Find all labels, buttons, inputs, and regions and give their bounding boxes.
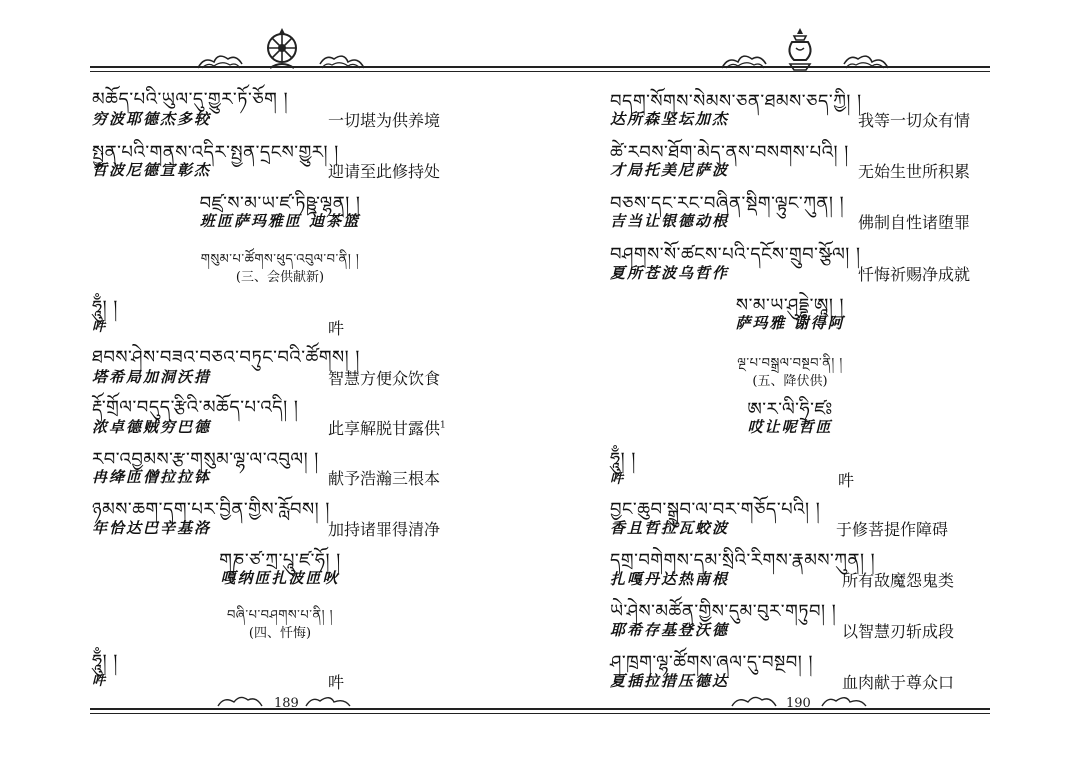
header-rule-thin — [90, 71, 540, 72]
tibetan-line: ཚེ་རབས་ཐོག་མེད་ནས་བསགས་པའི། ། — [610, 142, 849, 163]
chinese-line: 吽 — [328, 673, 345, 692]
section-heading: (五、降伏供) — [752, 374, 828, 389]
transliteration-line: 吽 — [92, 320, 108, 335]
tibetan-line: བཤགས་སོ་ཚངས་པའི་དངོས་གྲུབ་སྩོལ། ། — [610, 244, 861, 265]
section-heading-tibetan: བཞི་པ་བཤགས་པ་ནི། ། — [226, 608, 334, 623]
mantra-transliteration: 班匝萨玛雅匝 迪茶篮 — [199, 212, 361, 230]
tibetan-seed-syllable: ཧཱུྃ། ། — [92, 297, 118, 318]
chinese-line-text: 此享解脱甘露供 — [328, 419, 441, 438]
cloud-scroll-icon — [820, 692, 868, 710]
mantra-transliteration: 萨玛雅 谢得阿 — [735, 314, 845, 332]
tibetan-line: བཅས་དང་རང་བཞིན་སྡིག་ལྟུང་ཀུན། ། — [610, 193, 845, 214]
right-page — [540, 0, 1080, 764]
section-heading: (三、会供献新) — [235, 270, 325, 285]
tibetan-line: རྡོ་གྲོལ་བདུད་རྩིའི་མཆོད་པ་འདི། ། — [92, 397, 299, 418]
chinese-line: 迎请至此修持处 — [328, 162, 441, 181]
tibetan-line: དགྲ་བགེགས་དམ་སྲིའི་རིགས་རྣམས་ཀུན། ། — [610, 550, 876, 571]
chinese-line: 加持诸罪得清净 — [328, 520, 441, 539]
tibetan-line: ཡེ་ཤེས་མཚོན་གྱིས་དུམ་བུར་གཏུབ། ། — [610, 601, 837, 622]
mantra-transliteration: 哎让呢哲匝 — [747, 418, 833, 436]
tibetan-line: ཐབས་ཤེས་བཟའ་བཅའ་བཏུང་བའི་ཚོགས། ། — [92, 347, 360, 368]
chinese-line: 于修菩提作障碍 — [836, 520, 949, 539]
transliteration-line: 冉绛匝僧拉拉钵 — [92, 468, 212, 486]
chinese-line: 佛制自性诸堕罪 — [858, 213, 971, 232]
transliteration-line: 扎嘎丹达热南根 — [610, 570, 730, 588]
transliteration-line: 耶希存基登沃德 — [610, 621, 730, 639]
tibetan-mantra: ས་མ་ཡ་ཤུདྡྷེ་ཨཱ། ། — [735, 295, 845, 316]
tibetan-mantra: བཛྲ་ས་མ་ཡ་ཛ་ཏིཥྛ་ལྷན། ། — [199, 193, 361, 214]
cloud-scroll-icon — [318, 50, 366, 72]
transliteration-line: 夏插拉措压德达 — [610, 672, 730, 690]
dharma-wheel-icon — [262, 28, 302, 72]
cloud-scroll-icon — [842, 50, 890, 72]
chinese-line: 一切堪为供养境 — [328, 111, 441, 130]
footer-rule-thin — [90, 713, 540, 714]
section-heading: (四、忏悔) — [248, 626, 312, 641]
chinese-line: 吽 — [328, 319, 345, 338]
transliteration-line: 才局托美尼萨波 — [610, 161, 730, 179]
tibetan-line: མཆོད་པའི་ཡུལ་དུ་གྱུར་ཏོ་ཅོག ། — [92, 89, 289, 110]
chinese-line: 忏悔祈赐净成就 — [858, 265, 971, 284]
cloud-scroll-icon — [720, 50, 768, 72]
section-heading-tibetan: ལྔ་པ་བསྒྲལ་བསྔབ་ནི། ། — [737, 356, 843, 371]
cloud-scroll-icon — [196, 50, 244, 72]
tibetan-line: བདག་སོགས་སེམས་ཅན་ཐམས་ཅད་ཀྱི། ། — [610, 91, 862, 112]
transliteration-line: 达所森坚坛加杰 — [610, 110, 730, 128]
tibetan-mantra: ཨ་ར་ལི་ཧྲི་ཛཿ — [747, 399, 833, 420]
chinese-line: 以智慧刃斩成段 — [842, 622, 955, 641]
page-number: 189 — [274, 696, 299, 711]
tibetan-mantra: གཎ་ཙ་ཀྲ་པཱུ་ཛ་ཧོ། ། — [219, 550, 341, 571]
transliteration-line: 塔希局加洞沃措 — [92, 368, 212, 386]
tibetan-line: ཤ་ཁྲག་ལྷ་ཚོགས་ཞལ་དུ་བསྔབ། ། — [610, 652, 814, 673]
chinese-line — [328, 416, 446, 439]
tibetan-line: ཉམས་ཆག་དག་པར་བྱིན་གྱིས་རློབས། ། — [92, 499, 330, 520]
cloud-scroll-icon — [304, 692, 352, 710]
transliteration-line: 吽 — [610, 472, 626, 487]
chinese-line: 我等一切众有情 — [858, 111, 971, 130]
vase-icon — [780, 26, 820, 72]
tibetan-line: རབ་འབྱམས་རྩ་གསུམ་ལྷ་ལ་འབུལ། ། — [92, 449, 319, 470]
footer-rule-thin — [540, 713, 990, 714]
chinese-line: 无始生世所积累 — [858, 162, 971, 181]
tibetan-line: བྱང་ཆུབ་སྒྲུབ་ལ་བར་གཅོད་པའི། ། — [610, 499, 821, 520]
transliteration-line: 年恰达巴辛基洛 — [92, 519, 212, 537]
tibetan-seed-syllable: ཧཱུྃ། ། — [92, 651, 118, 672]
transliteration-line: 穷波耶德杰多较 — [92, 110, 212, 128]
chinese-line: 智慧方便众饮食 — [328, 369, 441, 388]
cloud-scroll-icon — [216, 692, 264, 710]
transliteration-line: 浓卓德贼穷巴德 — [92, 418, 212, 436]
transliteration-line: 吉当让银德动根 — [610, 212, 730, 230]
chinese-line: 献予浩瀚三根本 — [328, 469, 441, 488]
transliteration-line: 吽 — [92, 674, 108, 689]
tibetan-line: སྤྱན་པའི་གནས་འདིར་སྤྱན་དྲངས་གྱུར། ། — [92, 142, 339, 163]
chinese-line: 吽 — [838, 471, 855, 490]
chinese-line: 所有敌魔怨鬼类 — [842, 571, 955, 590]
cloud-scroll-icon — [730, 692, 778, 710]
page-number: 190 — [786, 696, 811, 711]
mantra-transliteration: 嘎纳匝扎波匝吙 — [220, 569, 340, 587]
header-rule — [90, 66, 540, 68]
footnote-mark: 1 — [440, 420, 446, 431]
tibetan-seed-syllable: ཧཱུྃ། ། — [610, 449, 636, 470]
section-heading-tibetan: གསུམ་པ་ཚོགས་ཕུད་འབུལ་བ་ནི། ། — [200, 252, 360, 267]
transliteration-line: 夏所苍波乌哲作 — [610, 264, 730, 282]
chinese-line: 血肉献于尊众口 — [842, 673, 955, 692]
transliteration-line: 香且哲拉瓦蛟波 — [610, 519, 730, 537]
transliteration-line: 哲波尼德宣彰杰 — [92, 161, 212, 179]
